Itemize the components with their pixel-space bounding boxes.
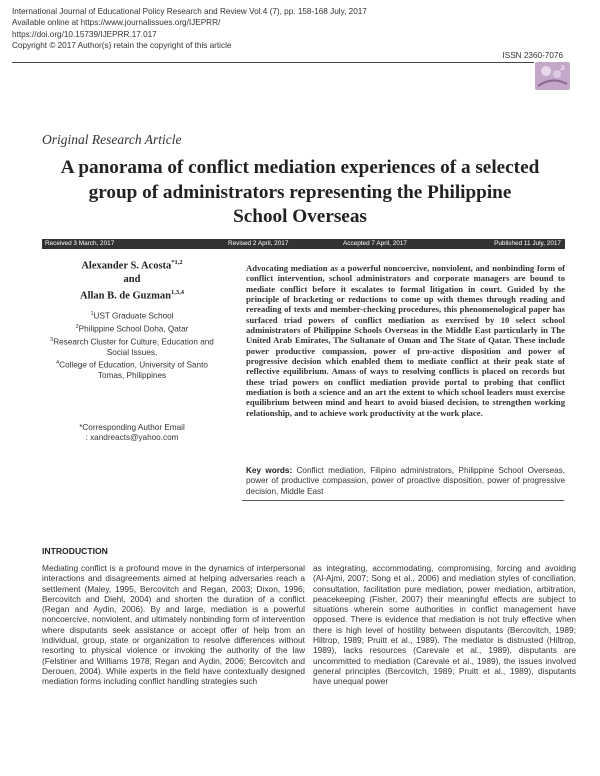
corresponding-label: *Corresponding Author Email [79,423,185,432]
corresponding-email[interactable]: : xandreacts@yahoo.com [85,433,179,443]
corresponding-author [42,423,222,444]
section-heading: INTRODUCTION [42,546,108,556]
article-title: A panorama of conflict mediation experiences of a selected group of administrators representing the Philippine School Overseas [60,157,540,227]
author-2: Allan B. de Guzman$^{1,3,4}$ [79,288,184,301]
received-date: Received 3 March, 2017 [45,240,115,247]
body-column-left: Mediating conflict is a profound move in the dynamics of interpersonal interactions and disagreements aimed at helping adversaries reach a settlement (Maley, 1995, Bercovitch and Regan, 2003; Dixon, 1996; Bercovitch and Diehl, 2004) and shorten the duration of a conflict (Regan and Aydin, 2006). By and large, mediation is a powerful noncoercive, nonviolent, and ultimately nonbinding form of intervention where disputants seek assistance or accept offer of help from an individual, group, state or organization to resolve differences without resorting to physical violence or invoking the authority of the law (Felstiner and Williams 1978, Regan and Aydin, 2006; Bercovitch and Derouen, 2004). While experts in the field have contextually designed mediation forms including conflict handling strategies such [42,563,305,687]
journal-logo-icon [535,62,570,90]
abstract-rule [242,500,564,501]
journal-header [12,6,572,51]
journal-url[interactable]: Available online at https://www.journalissues.org/IJEPRR/ [12,18,221,28]
author-block [42,256,222,302]
accepted-date: Accepted 7 April, 2017 [343,240,407,247]
affiliations [42,309,222,382]
affiliation-item: $^1$UST Graduate School [90,311,174,321]
journal-citation: International Journal of Educational Policy Research and Review Vol.4 (7), pp. 158-168 July, 2017 [12,7,367,16]
article-type: Original Research Article [42,132,182,147]
affiliation-item: $^2$Philippine School Doha, Qatar [75,324,189,334]
affiliation-item: $^4$College of Education, University of Santo Tomas, Philippines [56,360,208,381]
doi-link[interactable]: https://doi.org/10.15739/IJEPRR.17.017 [12,29,157,39]
keywords-label: Key words: [246,466,293,475]
abstract-text: Advocating mediation as a powerful noncoercive, nonviolent, and nonbinding form of conflict intervention, school administrators and corporate managers are bound to mediate conflict before it escalates to formal litigation in court. Guided by the principle of bracketing or reductions to come up with themes through reading and rereading of texts and member-checking procedures, this phenomenological paper has surfaced triad powers of conflict mediation as exercised by 10 select school administrators of Philippine Schools Overseas in the Middle East particularly in The United Arab Emirates, The Sultanate of Oman and The State of Qatar. These include power productive compassion, power of pro-active disposition and power of progressive decision which enabled them to mediate conflict at their peak state of reflective equilibrium. Amass of ways to resolving conflicts is placed on records but these triad powers on conflict mediation provide portal to probing that conflict mediation is both a science and an art the extent to which school leaders must exercise equilibrium between mind and heart to avoid biased decision, to strengthen working relationship, and to achieve work productivity at the work place. [246,263,565,418]
copyright-notice: Copyright © 2017 Author(s) retain the copyright of this article [12,40,232,50]
author-and: and [123,273,141,285]
author-1: Alexander S. Acosta$^{*1,2}$ [81,259,183,272]
header-rule [12,62,534,63]
logo-text: JI [560,66,565,72]
issn-label: ISSN 2360-7076 [502,51,563,60]
published-date: Published 11 July, 2017 [494,240,561,247]
keywords [246,466,565,497]
affiliation-item: $^3$Research Cluster for Culture, Education and Social Issues, [50,337,214,358]
body-column-right: as integrating, accommodating, compromising, forcing and avoiding (Al-Ajmi, 2007; Song et al., 2006) and mediation styles of conciliation, consultation, facilitation pure mediation, power mediation, arbitration, peacekeeping (Fisher, 2007) their meaningful effects are subject to situations wherein some authorities in conflict management have opposed. There is evidence that mediation is not truly effective when there is high level of hostility between disputants (Bercovitch, 1989; Hiltrop, 1989; Pruitt et al., 1989). The mediator is distrusted (Hiltrop, 1989), lacks resources (Carevale et al., 1989), disputants are uncommitted to mediation (Carevale et al., 1989), the issues involved general principles (Bercovitch, 1989; Pruitt et al., 1989), disputants have unequal power [313,563,576,687]
revised-date: Revised 2 April, 2017 [228,240,289,247]
keywords-text: Conflict mediation, Filipino administrators, Philippine School Overseas, power of productive compassion, power of proactive disposition, power of progressive decision, Middle East [246,466,565,496]
dates-bar [42,239,565,249]
